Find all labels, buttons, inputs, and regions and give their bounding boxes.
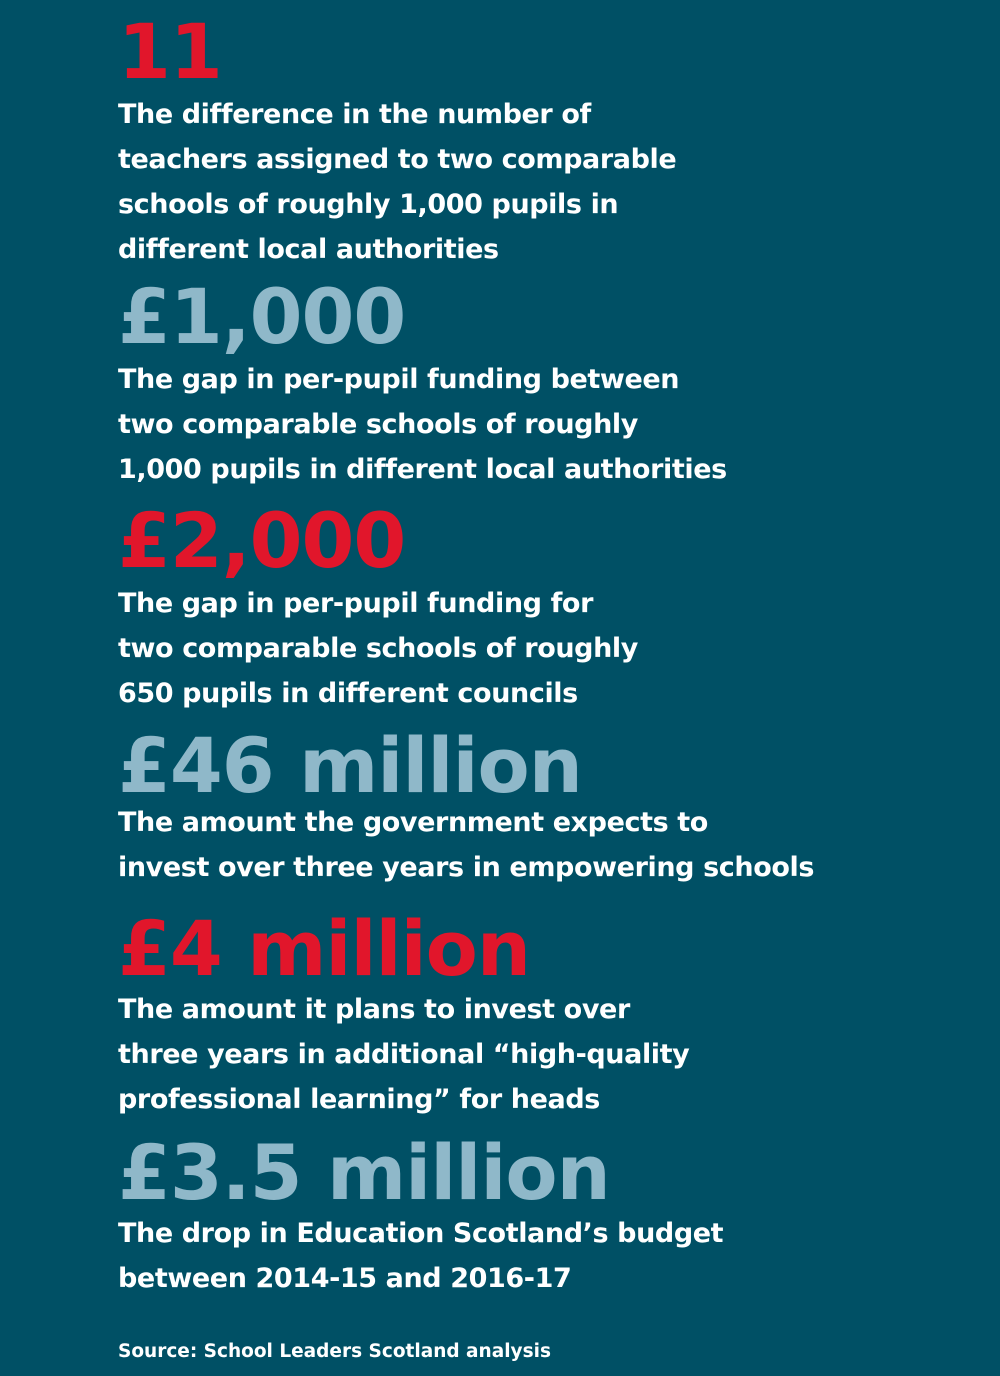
description-line: professional learning” for heads <box>118 1084 600 1115</box>
stat-figure: 11 <box>118 7 222 96</box>
description-line: 1,000 pupils in different local authorities <box>118 454 727 485</box>
description-line: three years in additional “high-quality <box>118 1039 690 1070</box>
stat-description <box>118 92 978 272</box>
stat-description <box>118 800 978 890</box>
description-line: The difference in the number of <box>118 99 591 130</box>
description-line: The gap in per-pupil funding between <box>118 364 680 395</box>
description-line: different local authorities <box>118 234 499 265</box>
description-line: The gap in per-pupil funding for <box>118 588 593 619</box>
stat-per-pupil-gap-1000 <box>118 272 978 492</box>
description-line: invest over three years in empowering schools <box>118 852 815 883</box>
stat-per-pupil-gap-650 <box>118 496 978 716</box>
stat-description <box>118 581 978 716</box>
description-line: The amount the government expects to <box>118 807 708 838</box>
description-line: schools of roughly 1,000 pupils in <box>118 189 619 220</box>
stat-figure: £1,000 <box>118 272 406 361</box>
description-line: The amount it plans to invest over <box>118 994 630 1025</box>
stat-figure: £2,000 <box>118 496 406 585</box>
description-line: between 2014-15 and 2016-17 <box>118 1263 572 1294</box>
description-line: two comparable schools of roughly <box>118 633 638 664</box>
stat-description <box>118 1211 978 1301</box>
description-line: two comparable schools of roughly <box>118 409 638 440</box>
source-note: Source: School Leaders Scotland analysis <box>118 1341 551 1362</box>
stat-professional-learning <box>118 904 978 1122</box>
stat-description <box>118 987 978 1122</box>
stat-teacher-difference <box>118 7 978 272</box>
description-line: 650 pupils in different councils <box>118 678 578 709</box>
description-line: teachers assigned to two comparable <box>118 144 677 175</box>
stat-figure: £46 million <box>118 721 582 810</box>
stat-figure: £3.5 million <box>118 1128 610 1217</box>
stat-description <box>118 357 978 492</box>
description-line: The drop in Education Scotland’s budget <box>118 1218 724 1249</box>
stat-empowering-schools <box>118 721 978 890</box>
stat-education-scotland-budget <box>118 1128 978 1301</box>
stat-figure: £4 million <box>118 904 530 993</box>
